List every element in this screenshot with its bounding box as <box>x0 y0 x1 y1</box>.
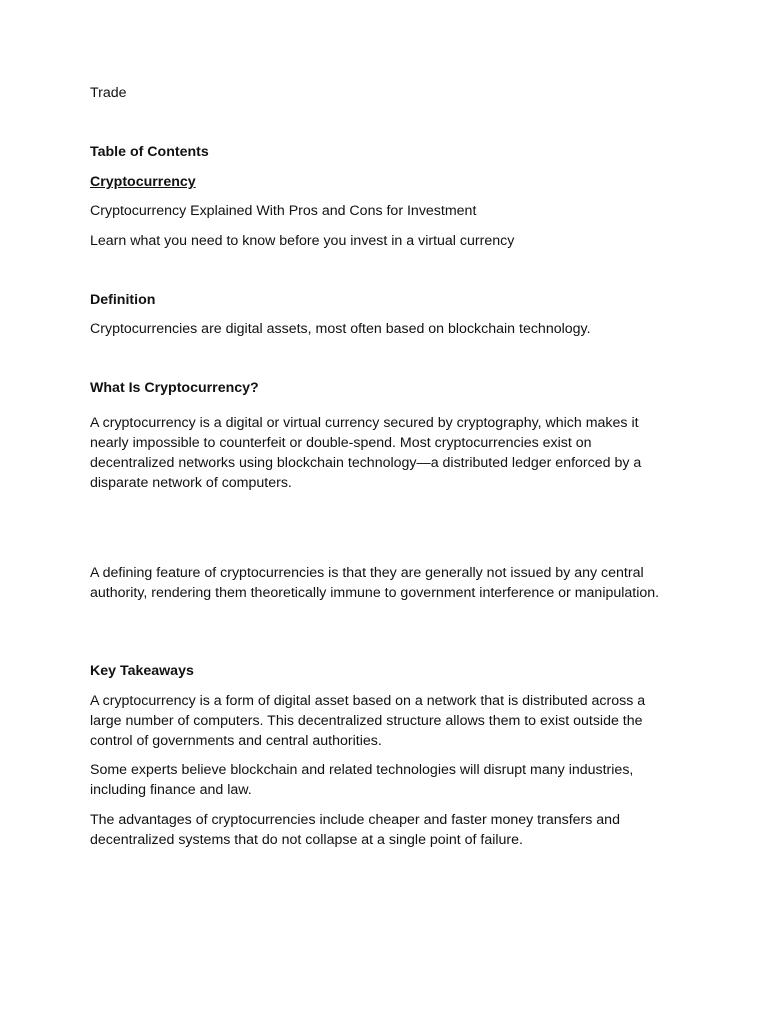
top-label: Trade <box>90 85 127 101</box>
key-takeaways-heading: Key Takeaways <box>90 663 194 679</box>
toc-heading: Table of Contents <box>90 144 209 160</box>
definition-text: Cryptocurrencies are digital assets, most often based on blockchain technology. <box>90 321 591 337</box>
definition-heading: Definition <box>90 292 156 308</box>
key-takeaway-item: The advantages of cryptocurrencies include cheaper and faster money transfers and decentralized systems that do not collapse at a single point of failure. <box>90 812 620 848</box>
what-is-paragraph-2: A defining feature of cryptocurrencies is that they are generally not issued by any central authority, rendering them theoretically immune to government interference or manipulation. <box>90 565 660 601</box>
key-takeaway-item: Some experts believe blockchain and related technologies will disrupt many industries, including finance and law. <box>90 762 634 798</box>
article-subtitle: Learn what you need to know before you invest in a virtual currency <box>90 233 515 249</box>
article-title: Cryptocurrency Explained With Pros and Cons for Investment <box>90 203 477 219</box>
toc-link-cryptocurrency[interactable]: Cryptocurrency <box>90 174 196 190</box>
key-takeaway-item: A cryptocurrency is a form of digital asset based on a network that is distributed across a large number of computers. This decentralized structure allows them to exist outside the control of governments and central authorities. <box>90 693 646 749</box>
what-is-heading: What Is Cryptocurrency? <box>90 380 259 396</box>
what-is-paragraph-1: A cryptocurrency is a digital or virtual currency secured by cryptography, which makes it nearly impossible to counterfeit or double-spend. Most cryptocurrencies exist on decentralized networks using blockchain technology—a distributed ledger enforced by a disparate network of computers. <box>90 415 642 491</box>
